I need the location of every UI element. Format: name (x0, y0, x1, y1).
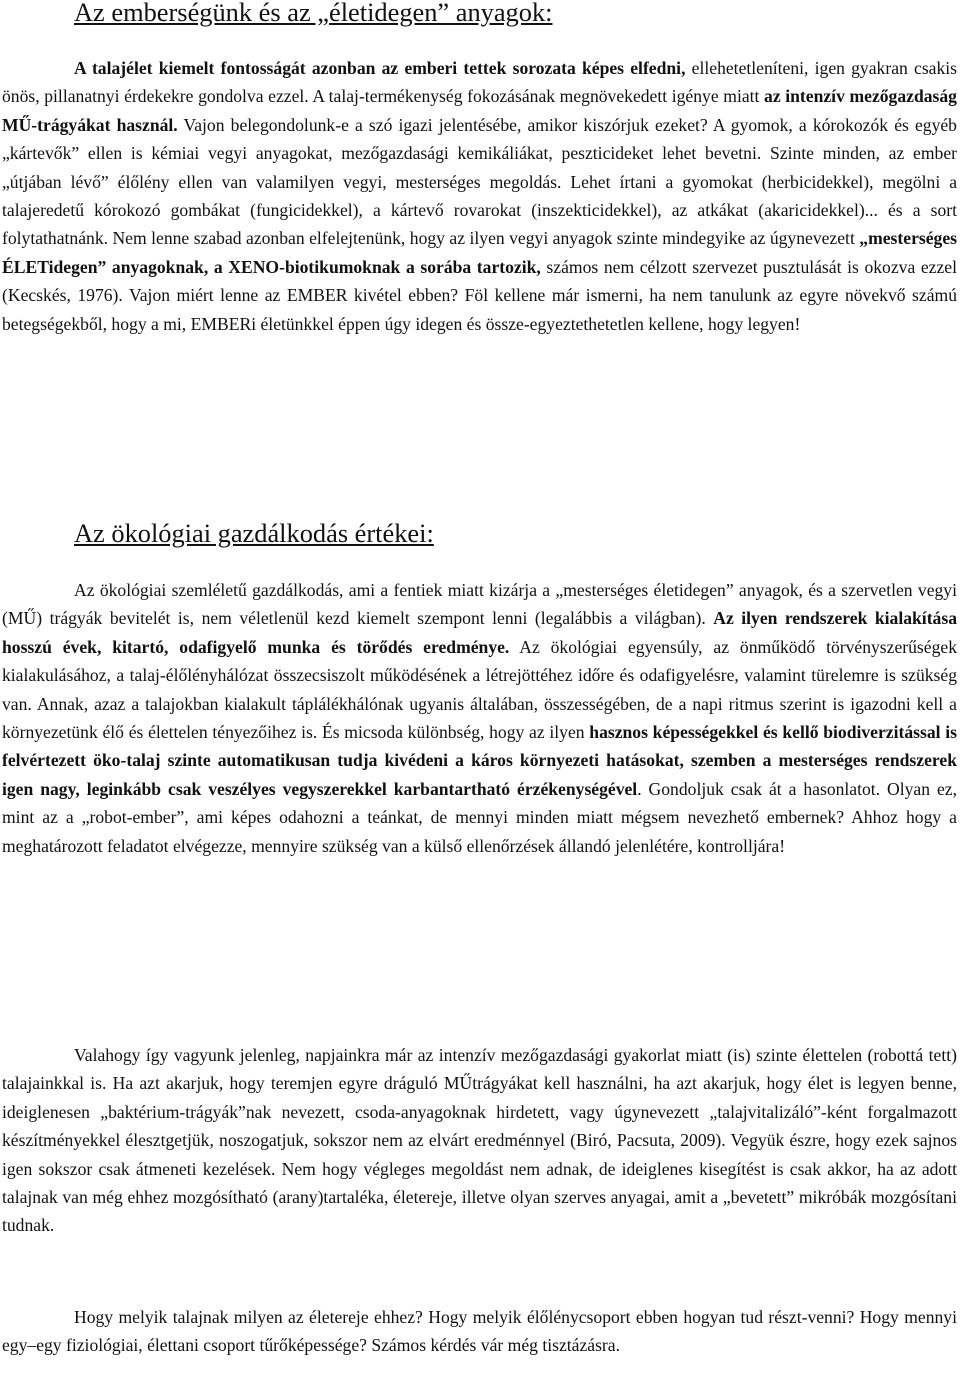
text-run: Az ökológiai egyensúly, az önműködő törvényszerűségek kialakulásához, a talaj-élőlényhálózat összecsiszolt működésének a létrejöttéhez időre és odafigyelésre, valamint türelemre is szükség van. Annak, azaz a talajokban kialakult táplálékhálónak ugyanis általában, összességében, de a napi ritmus szerint is igazodni kell a környezetünk élő és élettelen tényezőihez is. És micsoda különbség, hogy az ilyen (2, 636, 957, 743)
text-run: „mesterséges ÉLETidegen” anyagoknak, a XENO-biotikumoknak a sorába tartozik, (2, 228, 957, 277)
text-run: ellehetetleníteni, igen gyakran csakis önös, pillanatnyi érdekekre gondolva ezzel. A talaj-termékenység fokozásának megnövekedett igénye miatt (2, 58, 958, 107)
paragraph-emberseg (2, 54, 957, 338)
paragraph-okologiai-2: Valahogy így vagyunk jelenleg, napjainkra már az intenzív mezőgazdasági gyakorlat miatt (is) szinte élettelen (robottá tett) talajainkkal is. Ha azt akarjuk, hogy teremjen egyre dráguló MŰtrágyákat kell használni, ha azt akarjuk, hogy élet is legyen benne, ideiglenesen „baktérium-trágyák”nak nevezett, csoda-anyagoknak hirdetett, vagy úgynevezett „talajvitalizáló”-ként forgalmazott készítményekkel élesztgetjük, noszogatjuk, sokszor nem az elvárt eredménnyel (Biró, Pacsuta, 2009). Vegyük észre, hogy ezek sajnos igen sokszor csak átmeneti kezelések. Nem hogy végleges megoldást nem adnak, de ideiglenes kisegítést is csak akkor, ha az adott talajnak van még ehhez mozgósítható (arany)tartaléka, életereje, illetve olyan szerves anyagai, amit a „bevetett” mikróbák mozgósítani tudnak. (2, 1045, 957, 1236)
text-run: Az ilyen rendszerek kialakítása hosszú évek, kitartó, odafigyelő munka és törődés eredménye. (2, 608, 957, 657)
section-heading-emberseg: Az emberségünk és az „életidegen” anyagok: (74, 0, 553, 27)
text-run: hasznos képességekkel és kellő biodiverzitással is felvértezett öko-talaj szinte automatikusan tudja kivédeni a káros környezeti hatásokat, szemben a mesterséges rendszerek igen nagy, leginkább csak veszélyes vegyszerekkel karbantartható érzékenységével (2, 722, 957, 799)
text-run: A talajélet kiemelt fontosságát azonban az emberi tettek sorozata képes elfedni, (74, 58, 686, 78)
paragraph-okologiai-1 (2, 576, 957, 860)
text-run: számos nem célzott szervezet pusztulását is okozva ezzel (Kecskés, 1976). Vajon miért lenne az EMBER kivétel ebben? Föl kellene már ismerni, ha nem tanulunk az egyre növekvő számú betegségekből, hogy a mi, EMBERi életünkkel éppen úgy idegen és össze-egyeztethetetlen kellene, hogy legyen! (2, 256, 957, 334)
text-run: . Gondoljuk csak át a hasonlatot. Olyan ez, mint az a „robot-ember”, ami képes odahozni a teánkat, de mennyi minden miatt mégsem nevezhető embernek? Ahhoz hogy a meghatározott feladatot elvégezze, mennyire szükség van a külső ellenőrzések állandó jelenlétére, kontrolljára! (2, 778, 957, 856)
section-heading-okologiai: Az ökológiai gazdálkodás értékei: (74, 518, 434, 548)
text-run: az intenzív mezőgazdaság MŰ-trágyákat használ. (2, 86, 957, 135)
paragraph-okologiai-3: Hogy melyik talajnak milyen az életereje ehhez? Hogy melyik élőlénycsoport ebben hogyan tud részt-venni? Hogy mennyi egy–egy fiziológiai, élettani csoport tűrőképessége? Számos kérdés vár még tisztázásra. (2, 1307, 957, 1356)
text-run: Az ökológiai szemléletű gazdálkodás, ami a fentiek miatt kizárja a „mesterséges életidegen” anyagok, és a szervetlen vegyi (MŰ) trágyák bevitelét is, nem véletlenül kezd kiemelt szempont lenni (legalábbis a világban). (2, 580, 957, 629)
text-run: Vajon belegondolunk-e a szó igazi jelentésébe, amikor kiszórjuk ezeket? A gyomok, a kórokozók és egyéb „kártevők” ellen is kémiai vegyi anyagokat, mezőgazdasági kemikáliákat, peszticideket lehet bevetni. Szinte minden, az ember „útjában lévő” élőlény ellen van valamilyen vegyi, mesterséges megoldás. Lehet írtani a gyomokat (herbicidekkel), megölni a talajeredetű kórokozó gombákat (fungicidekkel), a kártevő rovarokat (inszekticidekkel), az atkákat (akaricidekkel)... és a sort folytathatnánk. Nem lenne szabad azonban elfelejtenünk, hogy az ilyen vegyi anyagok szinte mindegyike az úgynevezett (2, 114, 957, 249)
